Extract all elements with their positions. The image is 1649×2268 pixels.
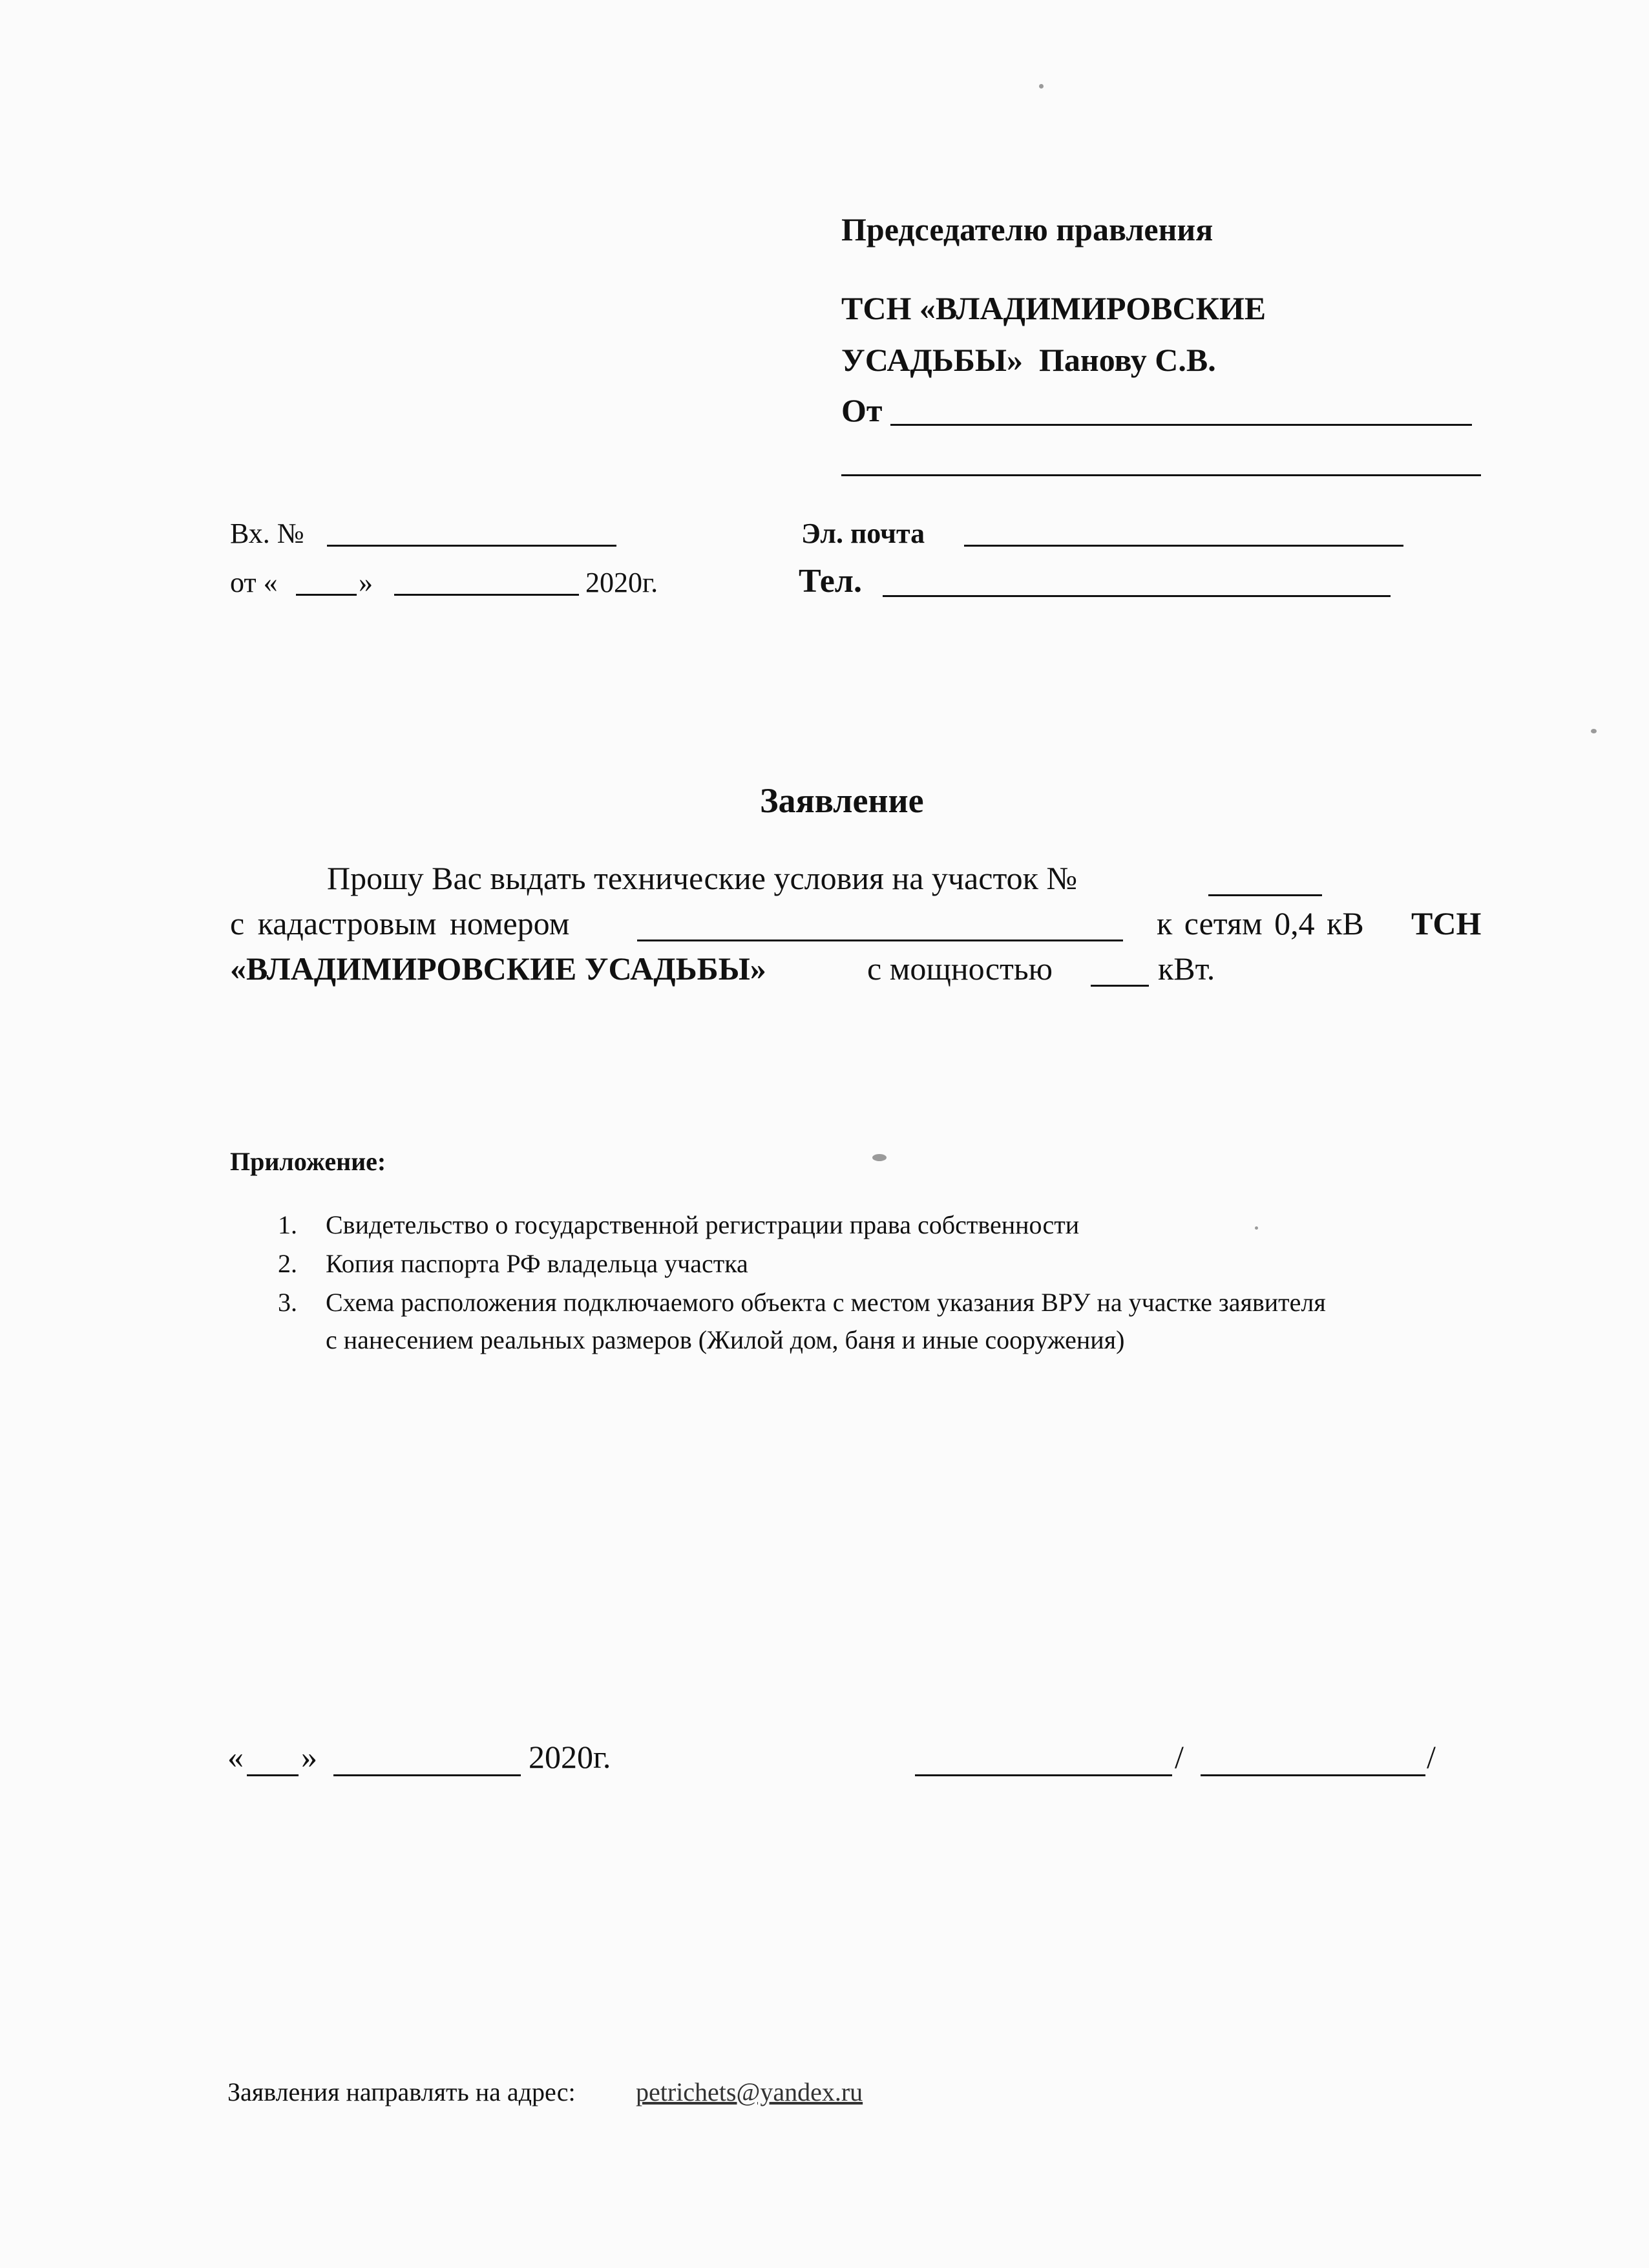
body-line3-mid: с мощностью <box>867 950 1053 987</box>
body-line3-org: «ВЛАДИМИРОВСКИЕ УСАДЬБЫ» <box>230 950 766 987</box>
body-line1: Прошу Вас выдать технические условия на участок № <box>327 860 1078 896</box>
addressee-line2: ТСН «ВЛАДИМИРОВСКИЕ <box>841 290 1266 326</box>
signature-blank[interactable] <box>915 1774 1172 1776</box>
incoming-month-blank[interactable] <box>394 594 579 596</box>
phone-blank[interactable] <box>883 595 1391 597</box>
sign-year: 2020г. <box>529 1739 611 1775</box>
appendix-item-number: 1. <box>278 1210 297 1239</box>
footer-email-link[interactable]: petrichets@yandex.ru <box>636 2077 863 2106</box>
incoming-year: 2020г. <box>585 567 658 598</box>
scan-speck <box>872 1154 887 1161</box>
scan-speck <box>1039 84 1044 89</box>
body-line2-org: ТСН <box>1411 905 1482 941</box>
incoming-day-blank[interactable] <box>296 594 357 596</box>
incoming-date-prefix: от « <box>230 567 278 598</box>
power-blank[interactable] <box>1091 985 1149 987</box>
appendix-item-number: 3. <box>278 1288 297 1317</box>
scan-speck <box>1591 729 1597 733</box>
email-label: Эл. почта <box>801 518 925 549</box>
signature-slash: / <box>1175 1739 1184 1775</box>
from-label: От <box>841 392 883 428</box>
signature-slash-end: / <box>1427 1739 1436 1775</box>
from-blank-2[interactable] <box>841 474 1481 476</box>
from-blank-1[interactable] <box>890 424 1472 426</box>
appendix-item-text-cont: с нанесением реальных размеров (Жилой дом, баня и иные сооружения) <box>326 1325 1125 1354</box>
addressee-line1: Председателю правления <box>841 211 1213 247</box>
sign-month-blank[interactable] <box>333 1774 521 1776</box>
cadastral-number-blank[interactable] <box>637 940 1123 941</box>
body-line2-suffix: к сетям 0,4 кВ <box>1157 905 1364 941</box>
body-line3-unit: кВт. <box>1158 950 1215 987</box>
signature-name-blank[interactable] <box>1201 1774 1425 1776</box>
body-line2-prefix: с кадастровым номером <box>230 905 570 941</box>
incoming-number-label: Вх. № <box>230 518 304 549</box>
sign-day-blank[interactable] <box>247 1774 299 1776</box>
document-title: Заявление <box>760 781 924 820</box>
incoming-number-blank[interactable] <box>327 545 616 547</box>
footer-label: Заявления направлять на адрес: <box>227 2077 576 2106</box>
appendix-heading: Приложение: <box>230 1147 386 1176</box>
email-blank[interactable] <box>964 545 1403 547</box>
incoming-date-mid: » <box>359 567 373 598</box>
appendix-item-text: Свидетельство о государственной регистрации права собственности <box>326 1210 1080 1239</box>
appendix-item-number: 2. <box>278 1249 297 1278</box>
sign-date-close: » <box>301 1739 317 1775</box>
appendix-item-text: Копия паспорта РФ владельца участка <box>326 1249 748 1278</box>
scan-speck <box>1255 1226 1258 1230</box>
appendix-item-text: Схема расположения подключаемого объекта с местом указания ВРУ на участке заявителя <box>326 1288 1326 1317</box>
sign-date-open: « <box>227 1739 244 1775</box>
addressee-line3: УСАДЬБЫ» Панову С.В. <box>841 342 1216 378</box>
phone-label: Тел. <box>799 563 862 600</box>
plot-number-blank[interactable] <box>1208 894 1322 896</box>
